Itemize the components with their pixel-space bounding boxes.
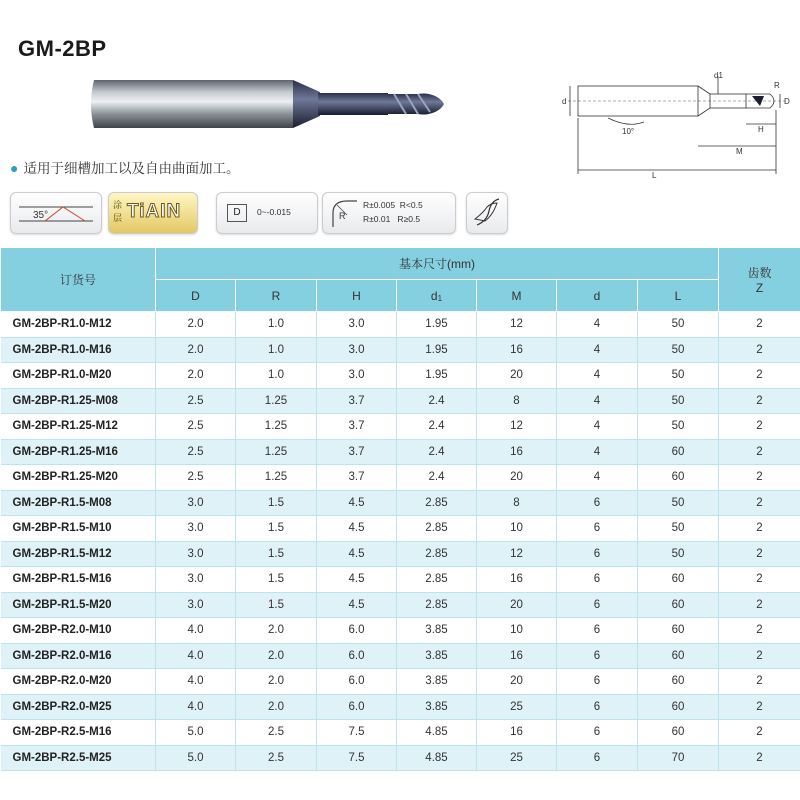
cell-D: 3.0 xyxy=(156,490,236,516)
cell-D: 5.0 xyxy=(156,745,236,771)
cell-teeth: 2 xyxy=(719,439,800,465)
cell-M: 12 xyxy=(477,541,557,567)
cell-R: 1.0 xyxy=(236,363,317,389)
product-title: GM-2BP xyxy=(18,36,107,61)
dim-D: D xyxy=(784,97,790,106)
cell-d: 4 xyxy=(557,414,638,440)
cell-d1: 2.85 xyxy=(397,541,477,567)
cell-d: 4 xyxy=(557,312,638,338)
dim-d1: d1 xyxy=(714,71,723,80)
table-row xyxy=(1,541,800,567)
cell-R: 1.5 xyxy=(236,516,317,542)
table-row xyxy=(1,669,800,695)
cell-D: 2.5 xyxy=(156,439,236,465)
cell-order-number: GM-2BP-R2.0-M16 xyxy=(1,643,156,669)
cell-d1: 2.85 xyxy=(397,516,477,542)
cell-L: 60 xyxy=(638,465,719,491)
cell-D: 4.0 xyxy=(156,643,236,669)
cell-order-number: GM-2BP-R1.5-M12 xyxy=(1,541,156,567)
cell-L: 50 xyxy=(638,337,719,363)
cell-L: 50 xyxy=(638,516,719,542)
cell-d: 4 xyxy=(557,465,638,491)
teeth-label: 齿数 xyxy=(747,266,772,280)
coating-tag: 涂层 xyxy=(113,200,123,223)
cell-M: 20 xyxy=(477,363,557,389)
cell-M: 10 xyxy=(477,618,557,644)
radius-tolerance-badge xyxy=(322,192,456,234)
cell-teeth: 2 xyxy=(719,669,800,695)
cell-d: 6 xyxy=(557,516,638,542)
cell-H: 7.5 xyxy=(317,745,397,771)
cell-d1: 4.85 xyxy=(397,745,477,771)
cell-D: 2.0 xyxy=(156,312,236,338)
cell-d1: 3.85 xyxy=(397,694,477,720)
cell-teeth: 2 xyxy=(719,567,800,593)
col-H: H xyxy=(317,280,397,312)
cell-D: 4.0 xyxy=(156,618,236,644)
cell-H: 6.0 xyxy=(317,618,397,644)
cell-D: 2.5 xyxy=(156,465,236,491)
cell-L: 70 xyxy=(638,745,719,771)
cell-M: 12 xyxy=(477,312,557,338)
cell-R: 1.0 xyxy=(236,312,317,338)
helix-angle-badge xyxy=(10,192,102,234)
table-row xyxy=(1,516,800,542)
end-mill-photo xyxy=(88,76,470,132)
cell-M: 8 xyxy=(477,388,557,414)
table-row xyxy=(1,643,800,669)
cell-H: 4.5 xyxy=(317,516,397,542)
cell-H: 4.5 xyxy=(317,490,397,516)
cell-d: 4 xyxy=(557,337,638,363)
cell-d1: 2.4 xyxy=(397,439,477,465)
cell-d1: 2.4 xyxy=(397,465,477,491)
cell-teeth: 2 xyxy=(719,541,800,567)
cell-H: 6.0 xyxy=(317,694,397,720)
cell-M: 10 xyxy=(477,516,557,542)
cell-order-number: GM-2BP-R2.0-M25 xyxy=(1,694,156,720)
cell-L: 50 xyxy=(638,414,719,440)
cell-order-number: GM-2BP-R1.0-M16 xyxy=(1,337,156,363)
cell-R: 1.25 xyxy=(236,465,317,491)
cell-L: 50 xyxy=(638,363,719,389)
table-row xyxy=(1,337,800,363)
cell-order-number: GM-2BP-R1.5-M20 xyxy=(1,592,156,618)
tolerance-symbol: D xyxy=(227,204,247,222)
cell-M: 20 xyxy=(477,592,557,618)
cell-order-number: GM-2BP-R1.0-M20 xyxy=(1,363,156,389)
cell-teeth: 2 xyxy=(719,312,800,338)
cell-order-number: GM-2BP-R1.25-M08 xyxy=(1,388,156,414)
cell-d1: 1.95 xyxy=(397,337,477,363)
table-row xyxy=(1,388,800,414)
cell-H: 4.5 xyxy=(317,541,397,567)
cell-H: 6.0 xyxy=(317,643,397,669)
cell-order-number: GM-2BP-R1.0-M12 xyxy=(1,312,156,338)
table-row xyxy=(1,592,800,618)
cell-M: 20 xyxy=(477,465,557,491)
helix-icon xyxy=(11,193,101,233)
cell-d1: 1.95 xyxy=(397,312,477,338)
cell-d: 4 xyxy=(557,388,638,414)
cell-L: 60 xyxy=(638,592,719,618)
cell-L: 60 xyxy=(638,694,719,720)
cell-D: 4.0 xyxy=(156,669,236,695)
cell-order-number: GM-2BP-R1.25-M16 xyxy=(1,439,156,465)
cell-L: 60 xyxy=(638,567,719,593)
cell-order-number: GM-2BP-R1.5-M08 xyxy=(1,490,156,516)
cell-L: 60 xyxy=(638,720,719,746)
cell-L: 50 xyxy=(638,388,719,414)
cell-D: 3.0 xyxy=(156,516,236,542)
cell-teeth: 2 xyxy=(719,592,800,618)
table-row xyxy=(1,745,800,771)
cell-R: 2.0 xyxy=(236,694,317,720)
cell-R: 2.0 xyxy=(236,618,317,644)
dimension-drawing xyxy=(548,66,800,182)
cell-d1: 3.85 xyxy=(397,669,477,695)
table-row xyxy=(1,490,800,516)
cell-H: 3.7 xyxy=(317,439,397,465)
cell-D: 3.0 xyxy=(156,592,236,618)
col-teeth xyxy=(719,248,800,312)
cell-H: 4.5 xyxy=(317,567,397,593)
radius-tol-line1: R±0.005 R<0.5 xyxy=(363,200,423,210)
col-d: d xyxy=(557,280,638,312)
cell-L: 50 xyxy=(638,312,719,338)
spec-table-body xyxy=(1,312,800,771)
cell-D: 2.5 xyxy=(156,388,236,414)
col-L: L xyxy=(638,280,719,312)
cell-d: 6 xyxy=(557,694,638,720)
col-R: R xyxy=(236,280,317,312)
dim-l: L xyxy=(652,171,657,180)
col-D: D xyxy=(156,280,236,312)
cell-d: 6 xyxy=(557,490,638,516)
cell-H: 6.0 xyxy=(317,669,397,695)
cell-d1: 1.95 xyxy=(397,363,477,389)
cell-d: 4 xyxy=(557,439,638,465)
cell-d: 6 xyxy=(557,643,638,669)
cell-d1: 3.85 xyxy=(397,643,477,669)
cell-L: 60 xyxy=(638,618,719,644)
cell-R: 1.25 xyxy=(236,439,317,465)
flute-icon xyxy=(467,193,507,233)
cell-d: 6 xyxy=(557,592,638,618)
spec-table xyxy=(0,247,800,771)
cell-teeth: 2 xyxy=(719,694,800,720)
teeth-sub-label: Z xyxy=(755,281,764,295)
cell-R: 2.0 xyxy=(236,643,317,669)
cell-order-number: GM-2BP-R1.5-M16 xyxy=(1,567,156,593)
table-row xyxy=(1,720,800,746)
cell-teeth: 2 xyxy=(719,618,800,644)
cell-D: 3.0 xyxy=(156,541,236,567)
bullet-dot-icon: ● xyxy=(10,160,19,176)
cell-M: 12 xyxy=(477,414,557,440)
table-row xyxy=(1,567,800,593)
feature-badges xyxy=(0,192,540,236)
radius-icon xyxy=(325,193,361,233)
flute-badge xyxy=(466,192,508,234)
tolerance-value: 0~-0.015 xyxy=(257,207,291,217)
cell-D: 4.0 xyxy=(156,694,236,720)
feature-bullet xyxy=(10,157,239,177)
dim-d: d xyxy=(562,97,567,106)
cell-R: 1.5 xyxy=(236,592,317,618)
cell-L: 50 xyxy=(638,490,719,516)
cell-d1: 2.85 xyxy=(397,490,477,516)
cell-order-number: GM-2BP-R2.0-M10 xyxy=(1,618,156,644)
table-row xyxy=(1,618,800,644)
cell-H: 3.0 xyxy=(317,337,397,363)
cell-R: 1.25 xyxy=(236,388,317,414)
cell-d1: 2.85 xyxy=(397,567,477,593)
table-row xyxy=(1,363,800,389)
cell-d: 6 xyxy=(557,541,638,567)
cell-M: 16 xyxy=(477,643,557,669)
cell-d: 6 xyxy=(557,720,638,746)
table-row xyxy=(1,465,800,491)
cell-H: 4.5 xyxy=(317,592,397,618)
dim-r: R xyxy=(774,81,780,90)
cell-d: 6 xyxy=(557,745,638,771)
cell-R: 1.5 xyxy=(236,541,317,567)
radius-tol-line2: R±0.01 R≥0.5 xyxy=(363,214,421,224)
cell-d1: 2.4 xyxy=(397,388,477,414)
col-d1-sub: 1 xyxy=(437,293,443,303)
cell-teeth: 2 xyxy=(719,363,800,389)
cell-d: 4 xyxy=(557,363,638,389)
cell-teeth: 2 xyxy=(719,388,800,414)
cell-order-number: GM-2BP-R2.0-M20 xyxy=(1,669,156,695)
tolerance-badge xyxy=(216,192,318,234)
cell-H: 7.5 xyxy=(317,720,397,746)
cell-D: 2.0 xyxy=(156,363,236,389)
col-basic-size: 基本尺寸(mm) xyxy=(156,248,719,280)
cell-R: 1.25 xyxy=(236,414,317,440)
cell-d1: 4.85 xyxy=(397,720,477,746)
dim-angle: 10° xyxy=(622,127,635,136)
cell-order-number: GM-2BP-R2.5-M16 xyxy=(1,720,156,746)
cell-teeth: 2 xyxy=(719,643,800,669)
cell-L: 60 xyxy=(638,439,719,465)
cell-teeth: 2 xyxy=(719,720,800,746)
cell-R: 1.5 xyxy=(236,567,317,593)
cell-D: 3.0 xyxy=(156,567,236,593)
dim-h: H xyxy=(758,125,764,134)
dim-m: M xyxy=(736,147,743,156)
cell-M: 20 xyxy=(477,669,557,695)
cell-teeth: 2 xyxy=(719,490,800,516)
cell-M: 25 xyxy=(477,745,557,771)
cell-L: 60 xyxy=(638,643,719,669)
col-order-number: 订货号 xyxy=(1,248,156,312)
cell-D: 2.0 xyxy=(156,337,236,363)
cell-teeth: 2 xyxy=(719,465,800,491)
cell-d1: 2.4 xyxy=(397,414,477,440)
cell-R: 2.5 xyxy=(236,745,317,771)
cell-H: 3.7 xyxy=(317,465,397,491)
cell-M: 25 xyxy=(477,694,557,720)
cell-order-number: GM-2BP-R1.25-M20 xyxy=(1,465,156,491)
cell-M: 16 xyxy=(477,337,557,363)
cell-R: 2.5 xyxy=(236,720,317,746)
cell-R: 1.5 xyxy=(236,490,317,516)
cell-d1: 2.85 xyxy=(397,592,477,618)
cell-M: 8 xyxy=(477,490,557,516)
cell-order-number: GM-2BP-R1.25-M12 xyxy=(1,414,156,440)
col-d1-letter: d xyxy=(430,288,438,303)
cell-M: 16 xyxy=(477,720,557,746)
cell-L: 60 xyxy=(638,669,719,695)
cell-teeth: 2 xyxy=(719,414,800,440)
cell-H: 3.0 xyxy=(317,312,397,338)
cell-R: 1.0 xyxy=(236,337,317,363)
table-row xyxy=(1,312,800,338)
cell-H: 3.7 xyxy=(317,388,397,414)
cell-D: 2.5 xyxy=(156,414,236,440)
cell-L: 50 xyxy=(638,541,719,567)
cell-teeth: 2 xyxy=(719,516,800,542)
cell-order-number: GM-2BP-R1.5-M10 xyxy=(1,516,156,542)
cell-D: 5.0 xyxy=(156,720,236,746)
cell-teeth: 2 xyxy=(719,745,800,771)
cell-d1: 3.85 xyxy=(397,618,477,644)
helix-angle-text: 35° xyxy=(33,210,49,221)
table-row xyxy=(1,694,800,720)
cell-teeth: 2 xyxy=(719,337,800,363)
coating-name: TiAIN xyxy=(127,201,182,222)
radius-symbol: R xyxy=(339,211,346,221)
coating-badge xyxy=(108,192,198,234)
cell-R: 2.0 xyxy=(236,669,317,695)
col-M: M xyxy=(477,280,557,312)
feature-text: 适用于细槽加工以及自由曲面加工。 xyxy=(23,161,240,176)
cell-d: 6 xyxy=(557,669,638,695)
cell-M: 16 xyxy=(477,439,557,465)
cell-H: 3.7 xyxy=(317,414,397,440)
table-row xyxy=(1,439,800,465)
cell-M: 16 xyxy=(477,567,557,593)
cell-d: 6 xyxy=(557,618,638,644)
cell-order-number: GM-2BP-R2.5-M25 xyxy=(1,745,156,771)
cell-H: 3.0 xyxy=(317,363,397,389)
table-row xyxy=(1,414,800,440)
cell-d: 6 xyxy=(557,567,638,593)
col-d1 xyxy=(397,280,477,312)
